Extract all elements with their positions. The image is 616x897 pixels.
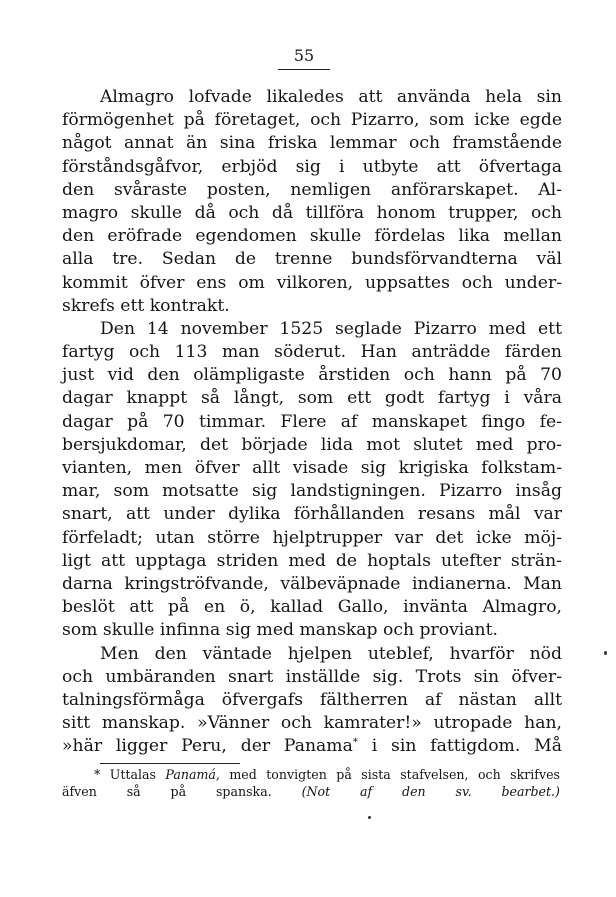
page-number-rule <box>278 69 330 70</box>
text-line: och umbäranden snart inställde sig. Trots sin öfver- <box>62 666 562 687</box>
text-line: förfeladt; utan större hjelptrupper var det icke möj- <box>62 527 562 548</box>
text-line-part: i sin fattigdom. Må <box>357 736 562 757</box>
footnote-word-panama: Panamá, <box>165 767 220 782</box>
footnote-rule <box>100 763 240 764</box>
text-line: beslöt att på en ö, kallad Gallo, invänta Almagro, <box>62 597 562 618</box>
body-text <box>62 86 562 758</box>
text-line: förmögenhet på företaget, och Pizarro, som icke egde <box>62 110 562 131</box>
page-number: 55 <box>293 46 315 65</box>
footnote-line-1 <box>62 766 560 783</box>
text-line: förståndsgåfvor, erbjöd sig i utbyte att öfvertaga <box>62 156 562 177</box>
text-line: talningsförmåga öfvergafs fältherren af nästan allt <box>62 689 562 710</box>
footnote-line1-pre: Uttalas <box>109 767 166 782</box>
text-line: vianten, men öfver allt visade sig krigiska folkstam- <box>62 458 562 478</box>
text-line: bersjukdomar, det började lida mot slutet med pro- <box>62 434 562 455</box>
text-line: darna kringströfvande, välbeväpnade indianerna. Man <box>62 573 562 594</box>
footnote-reference: * <box>352 737 358 749</box>
text-line-part: »här ligger Peru, der Panama <box>62 736 353 757</box>
text-line: Den 14 november 1525 seglade Pizarro med ett <box>100 318 562 339</box>
footnote-line2-text: äfven så på spanska. <box>62 784 272 799</box>
text-line <box>62 735 562 758</box>
text-line: magro skulle då och då tillföra honom trupper, och <box>62 202 562 223</box>
text-line: som skulle infinna sig med manskap och proviant. <box>62 620 498 641</box>
text-line: Men den väntade hjelpen uteblef, hvarför nöd <box>100 643 562 664</box>
print-speck <box>604 651 607 655</box>
footnote-translator-note: (Not af den sv. bearbet.) <box>301 784 560 799</box>
text-line: den svåraste posten, nemligen anförarskapet. Al- <box>62 179 562 200</box>
footnote <box>62 766 560 800</box>
text-line: sitt manskap. »Vänner och kamrater!» utropade han, <box>62 713 562 734</box>
text-line: snart, att under dylika förhållanden resans mål var <box>62 504 562 525</box>
text-line: alla tre. Sedan de trenne bundsförvandterna väl <box>62 249 562 270</box>
text-line: just vid den olämpligaste årstiden och hann på 70 <box>62 365 562 386</box>
text-line: mar, som motsatte sig landstigningen. Pizarro insåg <box>62 481 562 502</box>
text-line: dagar på 70 timmar. Flere af manskapet fingo fe- <box>62 411 562 432</box>
text-line: dagar knappt så långt, som ett godt fartyg i våra <box>62 388 562 409</box>
text-line: fartyg och 113 man söderut. Han anträdde färden <box>62 342 562 363</box>
text-line: den eröfrade egendomen skulle fördelas lika mellan <box>62 226 562 247</box>
footnote-mark: * <box>94 767 101 782</box>
text-line: kommit öfver ens om vilkoren, uppsattes och under- <box>62 272 562 293</box>
text-line: skrefs ett kontrakt. <box>62 295 230 316</box>
footnote-line-2 <box>62 783 560 800</box>
print-speck <box>368 816 371 819</box>
text-line: något annat än sina friska lemmar och framstående <box>62 133 562 154</box>
text-line: ligt att upptaga striden med de hoptals utefter strän- <box>62 550 562 571</box>
footnote-line1-post: med tonvigten på sista stafvelsen, och skrifves <box>219 767 560 782</box>
text-line: Almagro lofvade likaledes att använda hela sin <box>100 87 562 107</box>
